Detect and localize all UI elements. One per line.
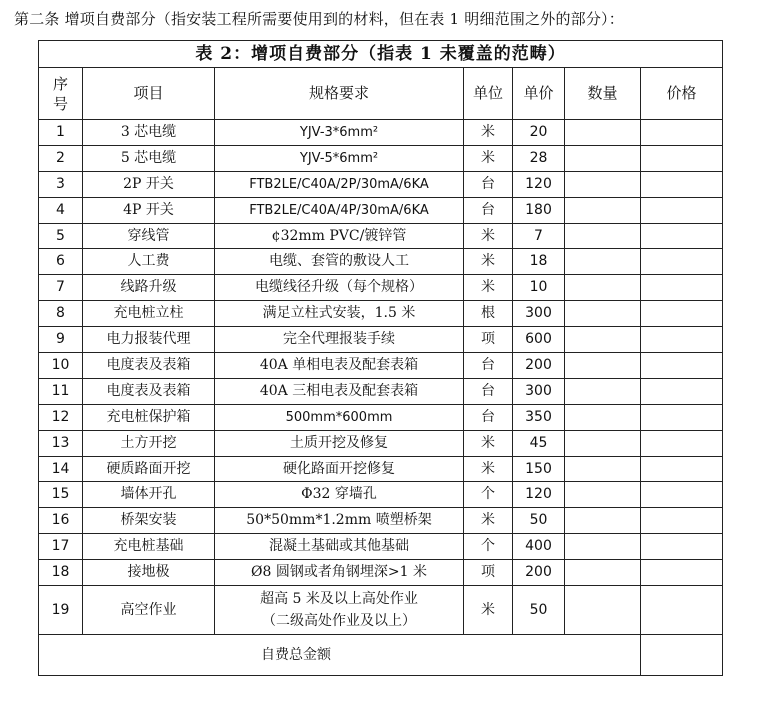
fee-table	[38, 40, 723, 676]
row-price: 7	[513, 223, 565, 249]
row-spec: 硬化路面开挖修复	[215, 456, 464, 482]
table-row	[39, 353, 723, 379]
row-index: 1	[39, 120, 83, 146]
row-spec: YJV-3*6mm²	[215, 120, 464, 146]
table-row	[39, 197, 723, 223]
row-item: 接地极	[83, 560, 215, 586]
row-qty	[565, 171, 641, 197]
row-price: 400	[513, 534, 565, 560]
row-amount	[641, 301, 723, 327]
row-qty	[565, 353, 641, 379]
row-unit: 个	[464, 482, 513, 508]
table-row	[39, 404, 723, 430]
row-unit: 米	[464, 430, 513, 456]
row-index: 12	[39, 404, 83, 430]
row-item: 3 芯电缆	[83, 120, 215, 146]
row-amount	[641, 508, 723, 534]
total-amount	[641, 635, 723, 676]
row-price: 300	[513, 301, 565, 327]
row-amount	[641, 171, 723, 197]
row-spec: 混凝土基础或其他基础	[215, 534, 464, 560]
table-row	[39, 249, 723, 275]
row-unit: 米	[464, 456, 513, 482]
row-spec: FTB2LE/C40A/2P/30mA/6KA	[215, 171, 464, 197]
row-spec: YJV-5*6mm²	[215, 145, 464, 171]
row-unit: 米	[464, 120, 513, 146]
row-item: 墙体开孔	[83, 482, 215, 508]
row-qty	[565, 586, 641, 635]
row-item: 充电桩保护箱	[83, 404, 215, 430]
row-spec: FTB2LE/C40A/4P/30mA/6KA	[215, 197, 464, 223]
table-row	[39, 586, 723, 635]
header-index: 序 号	[39, 68, 83, 120]
row-item: 桥架安装	[83, 508, 215, 534]
row-spec	[215, 586, 464, 635]
row-unit: 米	[464, 586, 513, 635]
header-unit: 单位	[464, 68, 513, 120]
row-index: 14	[39, 456, 83, 482]
row-qty	[565, 120, 641, 146]
row-qty	[565, 301, 641, 327]
row-unit: 米	[464, 508, 513, 534]
row-spec: 电缆线径升级（每个规格）	[215, 275, 464, 301]
row-price: 350	[513, 404, 565, 430]
row-index: 13	[39, 430, 83, 456]
row-unit: 项	[464, 327, 513, 353]
table-header-row	[39, 68, 723, 120]
row-item: 土方开挖	[83, 430, 215, 456]
row-index: 11	[39, 378, 83, 404]
row-price: 45	[513, 430, 565, 456]
table-row	[39, 120, 723, 146]
table-row	[39, 508, 723, 534]
row-amount	[641, 120, 723, 146]
row-amount	[641, 223, 723, 249]
row-unit: 米	[464, 275, 513, 301]
row-index: 15	[39, 482, 83, 508]
row-price: 20	[513, 120, 565, 146]
table-row	[39, 223, 723, 249]
row-index: 3	[39, 171, 83, 197]
row-amount	[641, 456, 723, 482]
table-row	[39, 534, 723, 560]
row-price: 180	[513, 197, 565, 223]
row-qty	[565, 508, 641, 534]
header-item: 项目	[83, 68, 215, 120]
row-price: 50	[513, 508, 565, 534]
row-amount	[641, 378, 723, 404]
row-spec: 满足立柱式安装，1.5 米	[215, 301, 464, 327]
row-index: 4	[39, 197, 83, 223]
row-item: 电力报装代理	[83, 327, 215, 353]
row-spec: 40A 三相电表及配套表箱	[215, 378, 464, 404]
table-row	[39, 171, 723, 197]
table-title: 表 2：增项自费部分（指表 1 未覆盖的范畴）	[39, 41, 723, 68]
row-amount	[641, 249, 723, 275]
row-qty	[565, 378, 641, 404]
row-unit: 台	[464, 353, 513, 379]
row-index: 5	[39, 223, 83, 249]
row-price: 200	[513, 353, 565, 379]
row-price: 600	[513, 327, 565, 353]
row-price: 150	[513, 456, 565, 482]
row-spec: ¢32mm PVC/镀锌管	[215, 223, 464, 249]
row-amount	[641, 534, 723, 560]
table-row	[39, 327, 723, 353]
table-row	[39, 482, 723, 508]
row-item: 穿线管	[83, 223, 215, 249]
table-row	[39, 430, 723, 456]
row-item: 高空作业	[83, 586, 215, 635]
header-amount: 价格	[641, 68, 723, 120]
header-qty: 数量	[565, 68, 641, 120]
intro-text: 第二条 增项自费部分（指安装工程所需要使用到的材料，但在表 1 明细范围之外的部分）：	[14, 10, 624, 28]
row-item: 充电桩基础	[83, 534, 215, 560]
table-row	[39, 456, 723, 482]
row-item: 电度表及表箱	[83, 353, 215, 379]
row-item: 人工费	[83, 249, 215, 275]
table-row	[39, 560, 723, 586]
row-index: 9	[39, 327, 83, 353]
row-index: 10	[39, 353, 83, 379]
row-spec: Φ32 穿墙孔	[215, 482, 464, 508]
row-unit: 台	[464, 404, 513, 430]
row-spec: Ø8 圆钢或者角钢埋深>1 米	[215, 560, 464, 586]
row-price: 28	[513, 145, 565, 171]
row-index: 6	[39, 249, 83, 275]
row-spec: 完全代理报装手续	[215, 327, 464, 353]
row-qty	[565, 404, 641, 430]
header-price: 单价	[513, 68, 565, 120]
row-amount	[641, 430, 723, 456]
row-item: 5 芯电缆	[83, 145, 215, 171]
row-item: 2P 开关	[83, 171, 215, 197]
row-qty	[565, 456, 641, 482]
row-amount	[641, 327, 723, 353]
row-amount	[641, 560, 723, 586]
row-qty	[565, 430, 641, 456]
row-price: 10	[513, 275, 565, 301]
row-price: 18	[513, 249, 565, 275]
row-unit: 根	[464, 301, 513, 327]
row-item: 硬质路面开挖	[83, 456, 215, 482]
row-item: 4P 开关	[83, 197, 215, 223]
row-spec: 土质开挖及修复	[215, 430, 464, 456]
row-unit: 台	[464, 171, 513, 197]
row-amount	[641, 404, 723, 430]
row-unit: 项	[464, 560, 513, 586]
row-index: 19	[39, 586, 83, 635]
row-price: 300	[513, 378, 565, 404]
header-spec: 规格要求	[215, 68, 464, 120]
row-index: 7	[39, 275, 83, 301]
row-unit: 米	[464, 223, 513, 249]
row-spec-line: （二级高处作业及以上）	[262, 613, 416, 630]
row-price: 50	[513, 586, 565, 635]
row-index: 16	[39, 508, 83, 534]
row-index: 17	[39, 534, 83, 560]
table-row	[39, 301, 723, 327]
row-price: 200	[513, 560, 565, 586]
row-amount	[641, 353, 723, 379]
row-spec: 40A 单相电表及配套表箱	[215, 353, 464, 379]
row-qty	[565, 560, 641, 586]
row-qty	[565, 223, 641, 249]
row-spec: 电缆、套管的敷设人工	[215, 249, 464, 275]
row-amount	[641, 197, 723, 223]
row-unit: 台	[464, 197, 513, 223]
row-item: 电度表及表箱	[83, 378, 215, 404]
row-amount	[641, 586, 723, 635]
row-amount	[641, 145, 723, 171]
row-amount	[641, 482, 723, 508]
table-row	[39, 145, 723, 171]
row-amount	[641, 275, 723, 301]
row-price: 120	[513, 482, 565, 508]
row-qty	[565, 327, 641, 353]
row-index: 18	[39, 560, 83, 586]
row-unit: 台	[464, 378, 513, 404]
row-qty	[565, 534, 641, 560]
table-row	[39, 275, 723, 301]
row-index: 8	[39, 301, 83, 327]
row-item: 线路升级	[83, 275, 215, 301]
row-index: 2	[39, 145, 83, 171]
row-unit: 个	[464, 534, 513, 560]
row-price: 120	[513, 171, 565, 197]
row-spec: 500mm*600mm	[215, 404, 464, 430]
row-qty	[565, 197, 641, 223]
row-spec: 50*50mm*1.2mm 喷塑桥架	[215, 508, 464, 534]
table-row	[39, 378, 723, 404]
row-qty	[565, 249, 641, 275]
row-qty	[565, 482, 641, 508]
row-unit: 米	[464, 249, 513, 275]
total-label: 自费总金额	[39, 635, 641, 676]
row-item: 充电桩立柱	[83, 301, 215, 327]
row-qty	[565, 275, 641, 301]
row-unit: 米	[464, 145, 513, 171]
row-spec-line: 超高 5 米及以上高处作业	[260, 591, 418, 608]
row-qty	[565, 145, 641, 171]
total-row	[39, 635, 723, 676]
